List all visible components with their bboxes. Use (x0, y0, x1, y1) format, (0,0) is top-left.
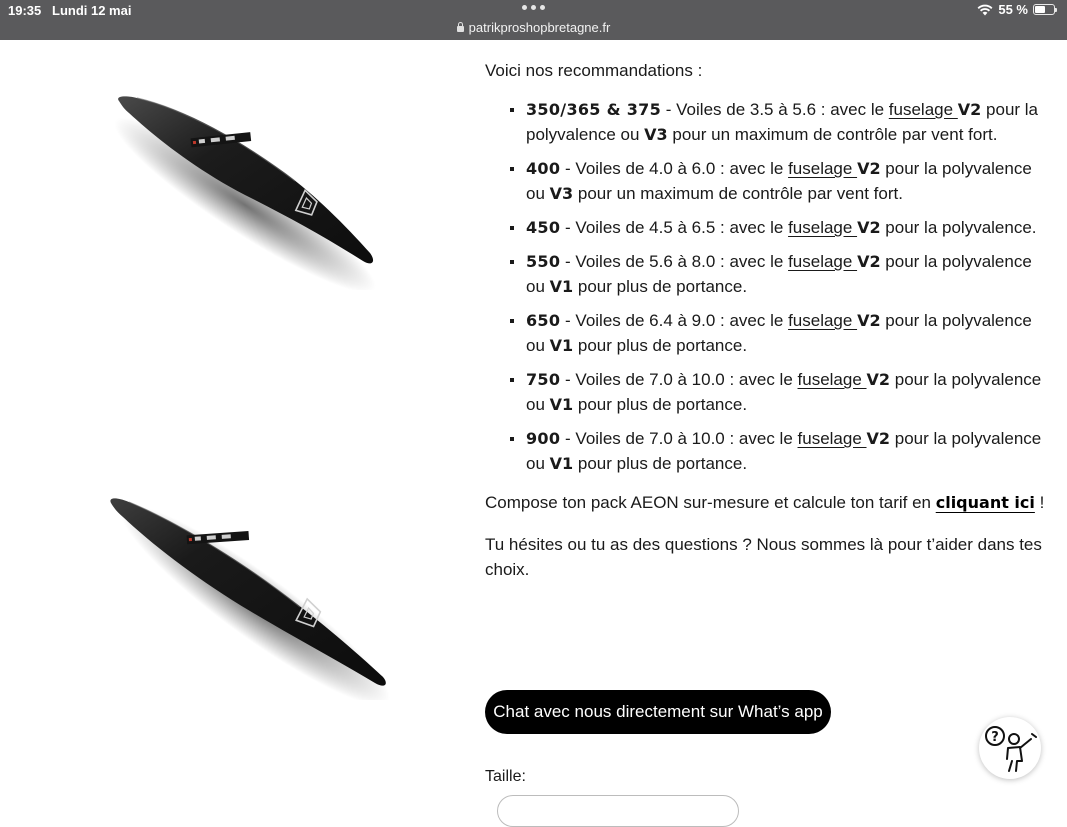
product-description (485, 58, 1045, 582)
model-size: 900 (526, 429, 561, 448)
recommendation-text: - Voiles de 7.0 à 10.0 : avec le (560, 429, 798, 448)
svg-text:?: ? (991, 730, 999, 745)
fuselage-version: V2 (857, 159, 881, 178)
multitasking-dots-icon[interactable] (522, 5, 546, 11)
compose-end: ! (1034, 493, 1045, 512)
fuselage-link[interactable]: fuselage (797, 429, 867, 448)
recommendation-text: pour plus de portance. (573, 336, 748, 355)
fuselage-version: V2 (957, 100, 982, 119)
fuselage-version: V2 (857, 252, 881, 271)
recommendation-text: pour plus de portance. (573, 277, 748, 296)
fuselage-link[interactable]: fuselage (788, 252, 858, 271)
compose-text: Compose ton pack AEON sur-mesure et calcule ton tarif en (485, 493, 936, 512)
compose-paragraph (485, 490, 1045, 515)
battery-percent: 55 % (998, 2, 1028, 17)
recommendation-item (485, 215, 1045, 240)
recommendation-item (485, 97, 1045, 147)
recommendation-text: pour la polyvalence ou (526, 159, 1032, 203)
fuselage-version: V2 (857, 218, 881, 237)
foil-image-bottom (95, 485, 405, 700)
model-size: 450 (526, 218, 561, 237)
alt-fuselage-version: V3 (549, 184, 574, 203)
alt-fuselage-version: V1 (549, 395, 574, 414)
recommendation-text: - Voiles de 4.0 à 6.0 : avec le (560, 159, 789, 178)
size-label: Taille: (485, 768, 526, 785)
fuselage-link[interactable]: fuselage (888, 100, 958, 119)
recommendation-item (485, 156, 1045, 206)
model-size: 750 (526, 370, 561, 389)
alt-fuselage-version: V1 (549, 454, 574, 473)
recommendation-text: - Voiles de 6.4 à 9.0 : avec le (560, 311, 789, 330)
url-text: patrikproshopbretagne.fr (468, 20, 611, 35)
recommendation-text: pour plus de portance. (573, 395, 748, 414)
recommendation-text: - Voiles de 4.5 à 6.5 : avec le (560, 218, 789, 237)
recommendation-text: pour un maximum de contrôle par vent fort. (573, 184, 903, 203)
recommendation-text: pour la polyvalence ou (526, 429, 1042, 473)
cliquant-ici-link[interactable]: cliquant ici (935, 493, 1035, 512)
recommendations-list (485, 97, 1045, 476)
recommendation-item (485, 308, 1045, 358)
alt-fuselage-version: V1 (549, 277, 574, 296)
recommendation-item (485, 367, 1045, 417)
status-right (977, 2, 1055, 17)
model-size: 400 (526, 159, 561, 178)
battery-icon (1033, 4, 1055, 15)
wifi-icon (977, 4, 993, 16)
recommendation-item (485, 426, 1045, 476)
model-size: 350/365 & 375 (526, 100, 662, 119)
whatsapp-chat-button[interactable]: Chat avec nous directement sur What’s app (485, 690, 831, 734)
alt-fuselage-version: V1 (549, 336, 574, 355)
recommendation-text: - Voiles de 5.6 à 8.0 : avec le (560, 252, 789, 271)
recommendation-text: pour un maximum de contrôle par vent fort. (667, 125, 998, 144)
fuselage-version: V2 (866, 429, 891, 448)
lock-icon (457, 26, 464, 32)
recommendation-text: pour la polyvalence. (880, 218, 1037, 237)
alt-fuselage-version: V3 (644, 125, 668, 144)
model-size: 650 (526, 311, 561, 330)
recommendation-item (485, 249, 1045, 299)
model-size: 550 (526, 252, 561, 271)
recommendation-text: pour plus de portance. (573, 454, 748, 473)
address-bar[interactable] (0, 20, 1067, 35)
recommendation-text: pour la polyvalence ou (526, 100, 1039, 144)
recommendation-text: pour la polyvalence ou (526, 370, 1042, 414)
intro-text: Voici nos recommandations : (485, 61, 703, 80)
browser-top-bar (0, 0, 1067, 40)
status-date: Lundi 12 mai (52, 3, 132, 18)
fuselage-version: V2 (866, 370, 891, 389)
fuselage-link[interactable]: fuselage (797, 370, 867, 389)
fuselage-version: V2 (857, 311, 881, 330)
recommendation-text: pour la polyvalence ou (526, 311, 1032, 355)
question-text: Tu hésites ou tu as des questions ? Nous sommes là pour t’aider dans tes choix. (485, 535, 1042, 579)
help-person-icon (979, 717, 1041, 779)
recommendation-text: pour la polyvalence ou (526, 252, 1032, 296)
help-button[interactable] (979, 717, 1041, 779)
foil-image-top (95, 85, 395, 290)
status-time: 19:35 (8, 3, 42, 18)
fuselage-link[interactable]: fuselage (788, 218, 858, 237)
fuselage-link[interactable]: fuselage (788, 311, 858, 330)
fuselage-link[interactable]: fuselage (788, 159, 858, 178)
recommendation-text: - Voiles de 7.0 à 10.0 : avec le (560, 370, 798, 389)
recommendation-text: - Voiles de 3.5 à 5.6 : avec le (661, 100, 889, 119)
